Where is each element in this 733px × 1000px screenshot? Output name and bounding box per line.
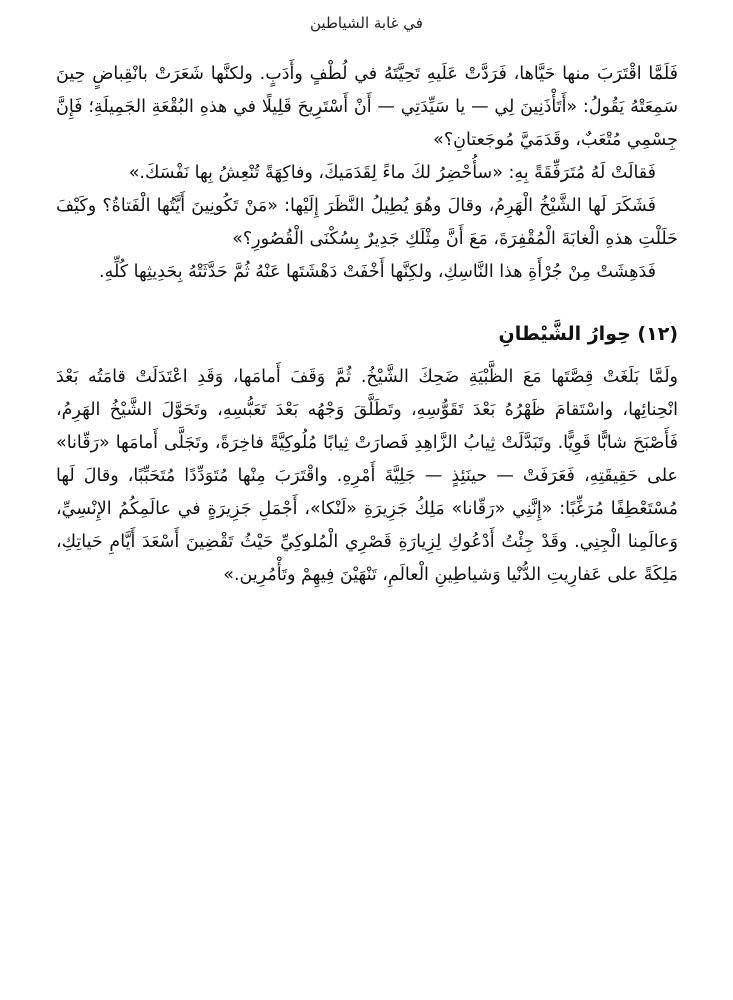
page-body [56, 58, 678, 592]
section-heading: (١٢) حِوارُ الشَّيْطانِ [498, 323, 678, 345]
running-header: في غابة الشياطين [310, 14, 423, 32]
paragraph: فَدَهِشَتْ مِنْ جُرْأَةِ هذا النَّاسِكِ، ولكِنَّها أَخْفَتْ دَهْشَتَها عَنْهُ ثُمَّ حَدَّثَتْهُ بِحَدِيثِها كُلِّهِ. [99, 262, 656, 282]
paragraph: فَلَمَّا اقْتَرَبَ منها حَيَّاها، فَرَدَّتْ عَلَيهِ تَحِيَّتَهُ في لُطْفٍ وأَدَبٍ. ولكنَّها شَعَرَتْ بانْقِباضٍ حِينَ سَمِعَتْهُ يَقُولُ: «أَتَأْذَنِينَ لِي — يا سَيِّدَتِي — أَنْ أَسْتَرِيحَ قَلِيلًا في هذهِ البُقْعَةِ الجَمِيلَةِ؛ فَإِنَّ جِسْمِي مُتْعَبٌ، وقَدَمَيَّ مُوجَعتانِ؟» [56, 64, 678, 150]
paragraph: فَشَكَرَ لَها الشَّيْخُ الْهَرِمُ، وقالَ وهُوَ يُطِيلُ النَّظَرَ إِلَيْها: «مَنْ تَكُونِينَ أَيَّتُها الْفَتاةُ؟ وكَيْفَ حَلَلْتِ هذهِ الْغابَةَ الْمُقْفِرَةَ، مَعَ أَنَّ مِثْلَكِ جَدِيرٌ بِسُكْنَى الْقُصُورِ؟» [56, 196, 678, 249]
paragraph: ولَمَّا بَلَغَتْ قِصَّتَها مَعَ الظَّبْيَةِ ضَحِكَ الشَّيْخُ. ثُمَّ وَقَفَ أَمامَها، وَقَدِ اعْتَدَلَتْ قامَتُه بَعْدَ انْحِنائِها، واسْتَقامَ ظَهْرُهُ بَعْدَ تَقَوُّسِهِ، وتَطَلَّقَ وَجْهُه بَعْدَ تَعَبُّسِهِ، وتَحَوَّلَ الشَّيْخُ الهَرِمُ، فَأَصْبَحَ شابًّا قَوِيًّا. وتَبَدَّلَتْ ثِيابُ الزَّاهِدِ فَصارَتْ ثِيابًا مُلُوكِيَّةً فاخِرَةً، وتَجَلَّى أَمامَها «رَقّانا» على حَقِيقَتِهِ، فَعَرَفَتْ — حينَئِذٍ — جَلِيَّةَ أَمْرِهِ. واقْتَرَبَ مِنْها مُتَوَدِّدًا مُتَحَبِّبًا، وقالَ لَها مُسْتَعْطِفًا مُرَغِّبًا: «إِنَّنِي «رَقّانا» مَلِكُ جَزِيرَةِ «لَنْكا»، أَجْمَلِ جَزِيرَةٍ في عالَمِكُمُ الإِنْسِيِّ، وَعالَمِنا الْجِنِي. وقَدْ جِئْتُ أَدْعُوكِ لِزِيارَةِ قَصْرِي الْمُلوكِيِّ حَيْثُ تَقْضِينَ أَسْعَدَ أَيَّامِ حَياتِكِ، مَلِكَةً على عَفارِيتِ الدُّنْيا وَشياطِينِ الْعالَمِ، تَنْهَيْنَ فِيهِمْ وتَأْمُرِين.» [56, 367, 678, 585]
section-body [56, 361, 678, 592]
paragraph: فَقالَتْ لَهُ مُتَرَفِّقَةً بِهِ: «سأُحْضِرُ لكَ ماءً لِقَدَمَيكَ، وفاكِهَةً تُنْعِشُ بِها نَفْسَكَ.» [128, 163, 656, 183]
